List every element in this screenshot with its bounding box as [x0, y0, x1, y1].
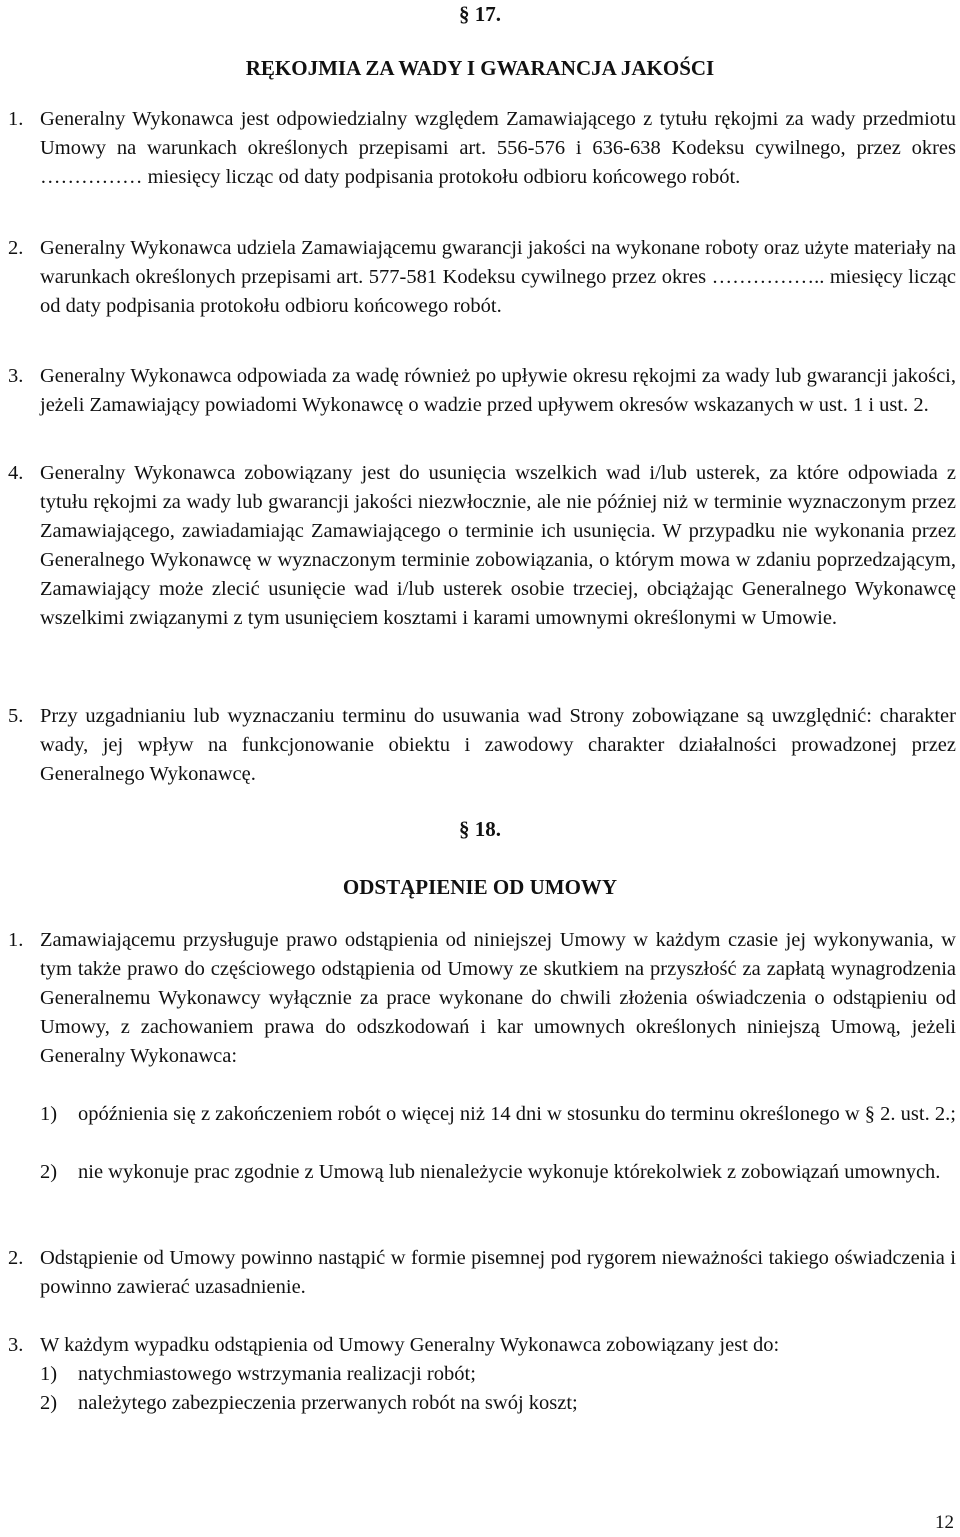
paragraph: [8, 702, 956, 789]
paragraph-text: Generalny Wykonawca udziela Zamawiającemu gwarancji jakości na wykonane roboty oraz użyte materiały na warunkach określonych przepisami art. 577-581 Kodeksu cywilnego przez okres …………….. miesięcy licząc od daty podpisania protokołu odbioru końcowego robót.: [40, 237, 956, 317]
list-item-text: należytego zabezpieczenia przerwanych robót na swój koszt;: [78, 1392, 578, 1414]
paragraph: [8, 234, 956, 321]
paragraph-text: W każdym wypadku odstąpienia od Umowy Generalny Wykonawca zobowiązany jest do:: [40, 1334, 780, 1356]
list-item: [40, 1158, 956, 1187]
paragraph-text: Generalny Wykonawca odpowiada za wadę również po upływie okresu rękojmi za wady lub gwarancji jakości, jeżeli Zamawiający powiadomi Wykonawcę o wadzie przed upływem okresów wskazanych w ust. 1 i ust. 2.: [40, 365, 956, 416]
section-number: § 18.: [459, 817, 501, 841]
paragraph-number: 5.: [8, 705, 24, 727]
list-item-text: natychmiastowego wstrzymania realizacji robót;: [78, 1363, 476, 1385]
paragraph: [8, 926, 956, 1071]
list-item: [40, 1389, 956, 1418]
section-title: RĘKOJMIA ZA WADY I GWARANCJA JAKOŚCI: [245, 56, 715, 80]
list-item-text: opóźnienia się z zakończeniem robót o więcej niż 14 dni w stosunku do terminu określonego w § 2. ust. 2.;: [78, 1103, 956, 1125]
paragraph-number: 2.: [8, 1247, 24, 1269]
paragraph: [8, 105, 956, 192]
paragraph: [8, 459, 956, 633]
paragraph-number: 3.: [8, 365, 24, 387]
list-item-number: 2): [40, 1161, 58, 1183]
paragraph: [8, 362, 956, 420]
page-number: 12: [935, 1512, 954, 1533]
paragraph-number: 2.: [8, 237, 24, 259]
section-number: § 17.: [459, 2, 501, 26]
paragraph-number: 1.: [8, 929, 24, 951]
paragraph-text: Generalny Wykonawca zobowiązany jest do usunięcia wszelkich wad i/lub usterek, za które odpowiada z tytułu rękojmi za wady lub gwarancji jakości niezwłocznie, ale nie później niż w terminie wyznaczonym przez Zamawiającego, zawiadamiając Zamawiającego o terminie ich usunięcia. W przypadku nie wykonania przez Generalnego Wykonawcę w wyznaczonym terminie zobowiązania, o którym mowa w zdaniu poprzedzającym, Zamawiający może zlecić usunięcie wad i/lub usterek osobie trzeciej, obciążając Generalnego Wykonawcę wszelkimi związanymi z tym usunięciem kosztami i karami umownymi określonymi w Umowie.: [40, 462, 956, 629]
paragraph-number: 3.: [8, 1334, 24, 1356]
paragraph: [8, 1331, 956, 1360]
section-title: ODSTĄPIENIE OD UMOWY: [342, 875, 618, 899]
paragraph-number: 4.: [8, 462, 24, 484]
list-item: [40, 1360, 956, 1389]
list-item-number: 1): [40, 1363, 58, 1385]
paragraph-text: Zamawiającemu przysługuje prawo odstąpienia od niniejszej Umowy w każdym czasie jej wykonywania, w tym także prawo do częściowego odstąpienia od Umowy ze skutkiem na przyszłość za zapłatą wynagrodzenia Generalnemu Wykonawcy wyłącznie za prace wykonane do chwili złożenia oświadczenia o odstąpieniu od Umowy, z zachowaniem prawa do odszkodowań i kar umownych określonych niniejszą Umową, jeżeli Generalny Wykonawca:: [40, 929, 956, 1067]
list-item-number: 2): [40, 1392, 58, 1414]
list-item-text: nie wykonuje prac zgodnie z Umową lub nienależycie wykonuje którekolwiek z zobowiązań umownych.: [78, 1161, 941, 1183]
paragraph-text: Odstąpienie od Umowy powinno nastąpić w formie pisemnej pod rygorem nieważności takiego oświadczenia i powinno zawierać uzasadnienie.: [40, 1247, 956, 1298]
paragraph-text: Przy uzgadnianiu lub wyznaczaniu terminu do usuwania wad Strony zobowiązane są uwzględnić: charakter wady, jej wpływ na funkcjonowanie obiektu i zawodowy charakter działalności prowadzonej przez Generalnego Wykonawcę.: [40, 705, 956, 785]
list-item: [40, 1100, 956, 1129]
paragraph: [8, 1244, 956, 1302]
list-item-number: 1): [40, 1103, 58, 1125]
paragraph-text: Generalny Wykonawca jest odpowiedzialny względem Zamawiającego z tytułu rękojmi za wady przedmiotu Umowy na warunkach określonych przepisami art. 556-576 i 636-638 Kodeksu cywilnego, przez okres …………… miesięcy licząc od daty podpisania protokołu odbioru końcowego robót.: [40, 108, 956, 188]
paragraph-number: 1.: [8, 108, 24, 130]
